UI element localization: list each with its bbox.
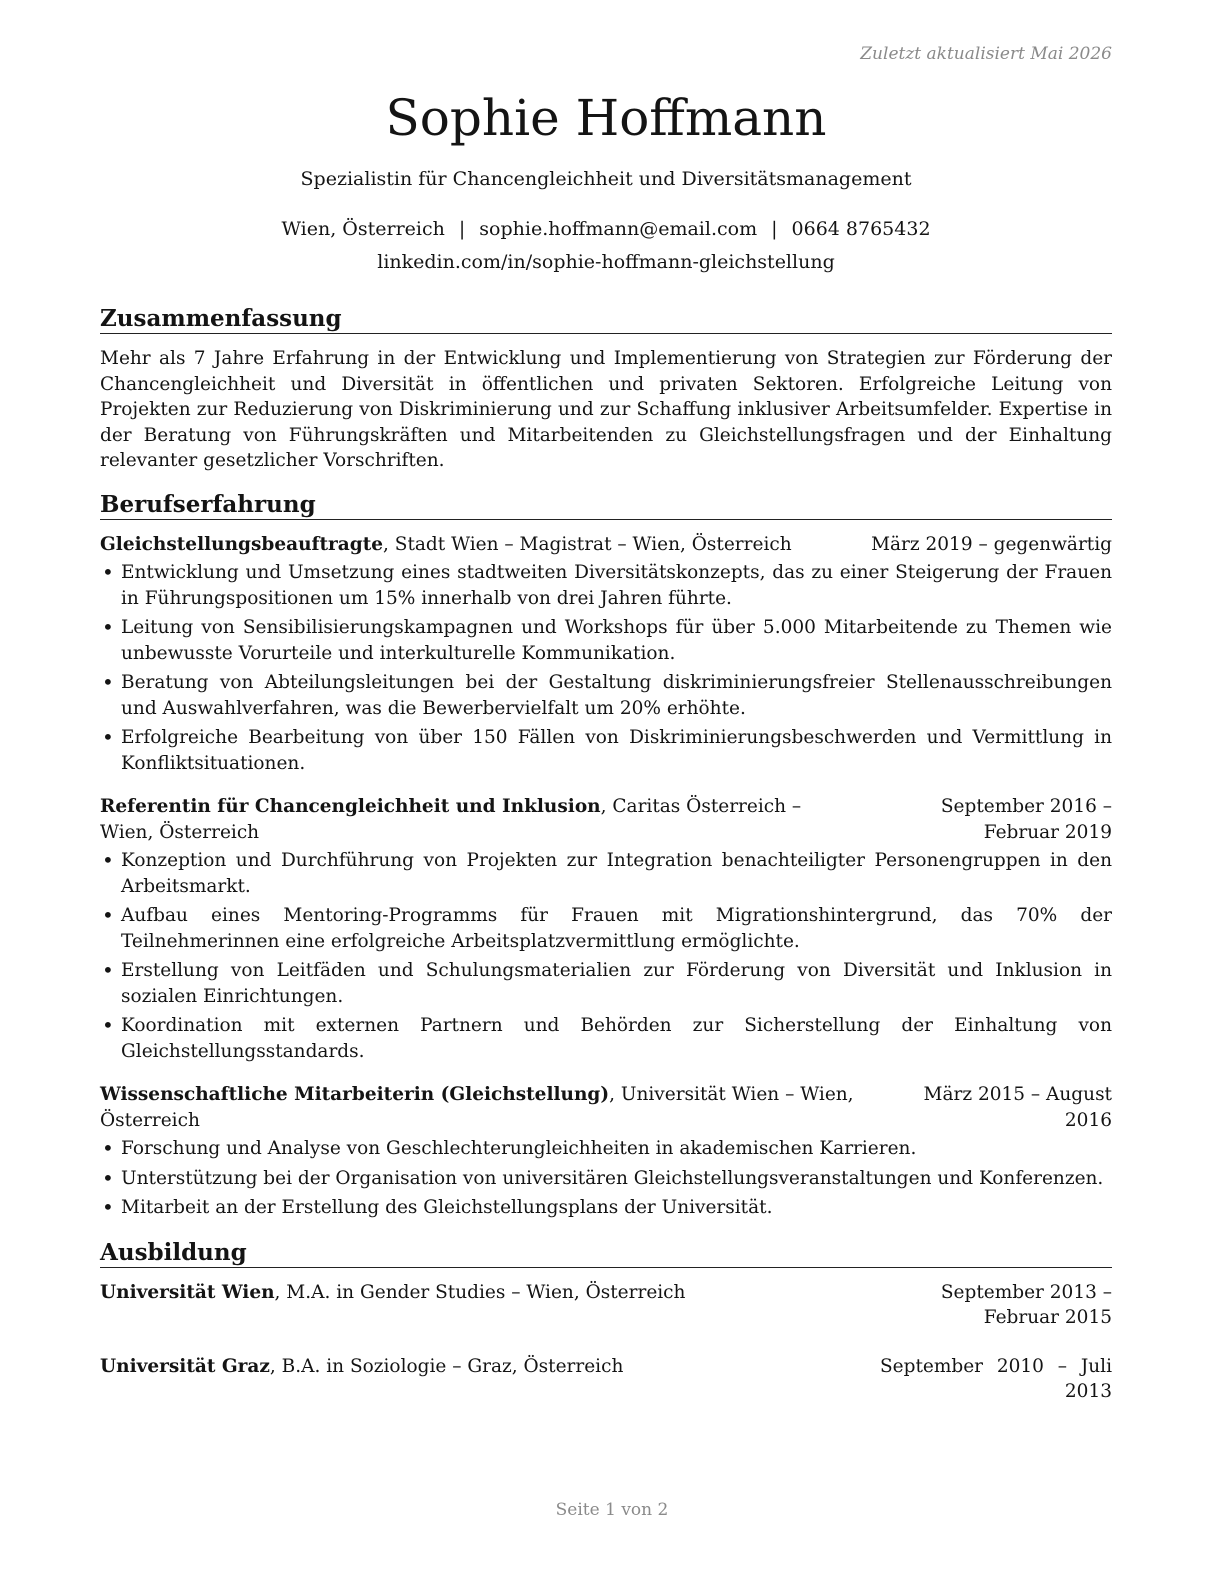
person-name: Sophie Hoffmann: [385, 89, 827, 147]
job-dates: März 2019 – gegenwärtig: [871, 533, 1112, 555]
list-item: • Aufbau eines Mentoring-Programms für Frauen mit Migrationshintergrund, das 70% der Teilnehmerinnen eine erfolgreiche Arbeitsplatzvermittlung ermöglichte.: [100, 903, 1112, 954]
contact-line: [100, 216, 1112, 242]
education-dates: September 2013 – Februar 2015: [940, 1281, 1112, 1328]
job-bullets: [100, 848, 1112, 1064]
education-degree: , B.A. in Soziologie – Graz, Österreich: [269, 1355, 624, 1377]
job-dates: März 2015 – August 2016: [923, 1084, 1112, 1131]
last-updated-note: Zuletzt aktualisiert Mai 2026: [860, 44, 1112, 64]
list-item: • Beratung von Abteilungsleitungen bei der Gestaltung diskriminierungsfreier Stellenausschreibungen und Auswahlverfahren, was die Bewerbervielfalt um 20% erhöhte.: [100, 670, 1112, 721]
education-entry: [100, 1280, 1112, 1331]
experience-entry: [100, 532, 1112, 777]
page-number: Seite 1 von 2: [555, 1500, 669, 1520]
education-header: [100, 1280, 1112, 1331]
contact-separator: |: [458, 218, 466, 240]
education-header: [100, 1354, 1112, 1405]
job-role: Gleichstellungsbeauftragte: [100, 533, 384, 555]
list-item: • Koordination mit externen Partnern und Behörden zur Sicherstellung der Einhaltung von Gleichstellungsstandards.: [100, 1013, 1112, 1064]
section-title-experience: Berufserfahrung: [100, 491, 1112, 520]
list-item: • Leitung von Sensibilisierungskampagnen und Workshops für über 5.000 Mitarbeitende zu Themen wie unbewusste Vorurteile und interkulturelle Kommunikation.: [100, 615, 1112, 666]
list-item: • Erstellung von Leitfäden und Schulungsmaterialien zur Förderung von Diversität und Inklusion in sozialen Einrichtungen.: [100, 958, 1112, 1009]
contact-phone: 0664 8765432: [791, 218, 931, 240]
contact-linkedin[interactable]: linkedin.com/in/sophie-hoffmann-gleichstellung: [377, 251, 835, 273]
job-dates: September 2016 – Februar 2019: [940, 796, 1112, 843]
list-item: • Mitarbeit an der Erstellung des Gleichstellungsplans der Universität.: [100, 1195, 1112, 1221]
job-organization: , Caritas Österreich – Wien, Österreich: [100, 796, 802, 843]
job-organization: , Stadt Wien – Magistrat – Wien, Österreich: [383, 533, 792, 555]
contact-separator: |: [771, 218, 778, 240]
experience-header: [100, 1082, 1112, 1133]
education-dates: September 2010 – Juli 2013: [880, 1355, 1112, 1402]
list-item: • Unterstützung bei der Organisation von universitären Gleichstellungsveranstaltungen und Konferenzen.: [100, 1166, 1112, 1192]
list-item: • Entwicklung und Umsetzung eines stadtweiten Diversitätskonzepts, das zu einer Steigerung der Frauen in Führungspositionen um 15% innerhalb von drei Jahren führte.: [100, 560, 1112, 611]
list-item: • Erfolgreiche Bearbeitung von über 150 Fällen von Diskriminierungsbeschwerden und Vermittlung in Konfliktsituationen.: [100, 725, 1112, 776]
contact-location: Wien, Österreich: [281, 218, 445, 240]
experience-header: [100, 532, 1112, 558]
contact-email[interactable]: sophie.hoffmann@email.com: [479, 218, 758, 240]
section-title-summary: Zusammenfassung: [100, 305, 1112, 334]
resume-header: [100, 88, 1112, 275]
education-school: Universität Graz: [100, 1355, 270, 1377]
job-bullets: [100, 1136, 1112, 1221]
job-bullets: [100, 560, 1112, 776]
education-entry: [100, 1354, 1112, 1405]
list-item: • Forschung und Analyse von Geschlechterungleichheiten in akademischen Karrieren.: [100, 1136, 1112, 1162]
job-role: Wissenschaftliche Mitarbeiterin (Gleichstellung): [100, 1084, 610, 1105]
resume-body: [100, 305, 1112, 1428]
list-item: • Konzeption und Durchführung von Projekten zur Integration benachteiligter Personengruppen in den Arbeitsmarkt.: [100, 848, 1112, 899]
experience-entry: [100, 1082, 1112, 1221]
section-title-education: Ausbildung: [100, 1239, 1112, 1268]
education-school: Universität Wien: [100, 1281, 275, 1303]
job-role: Referentin für Chancengleichheit und Inklusion: [100, 796, 601, 817]
job-organization: , Universität Wien – Wien, Österreich: [100, 1084, 854, 1131]
experience-header: [100, 794, 1112, 845]
experience-entry: [100, 794, 1112, 1064]
summary-text: Mehr als 7 Jahre Erfahrung in der Entwicklung und Implementierung von Strategien zur Förderung der Chancengleichheit und Diversität in öffentlichen und privaten Sektoren. Erfolgreiche Leitung von Projekten zur Reduzierung von Diskriminierung und zur Schaffung inklusiver Arbeitsumfelder. Expertise in der Beratung von Führungskräften und Mitarbeitenden zu Gleichstellungsfragen und der Einhaltung relevanter gesetzlicher Vorschriften.: [100, 348, 1112, 471]
professional-title: Spezialistin für Chancengleichheit und Diversitätsmanagement: [300, 168, 912, 190]
education-degree: , M.A. in Gender Studies – Wien, Österreich: [274, 1281, 686, 1303]
